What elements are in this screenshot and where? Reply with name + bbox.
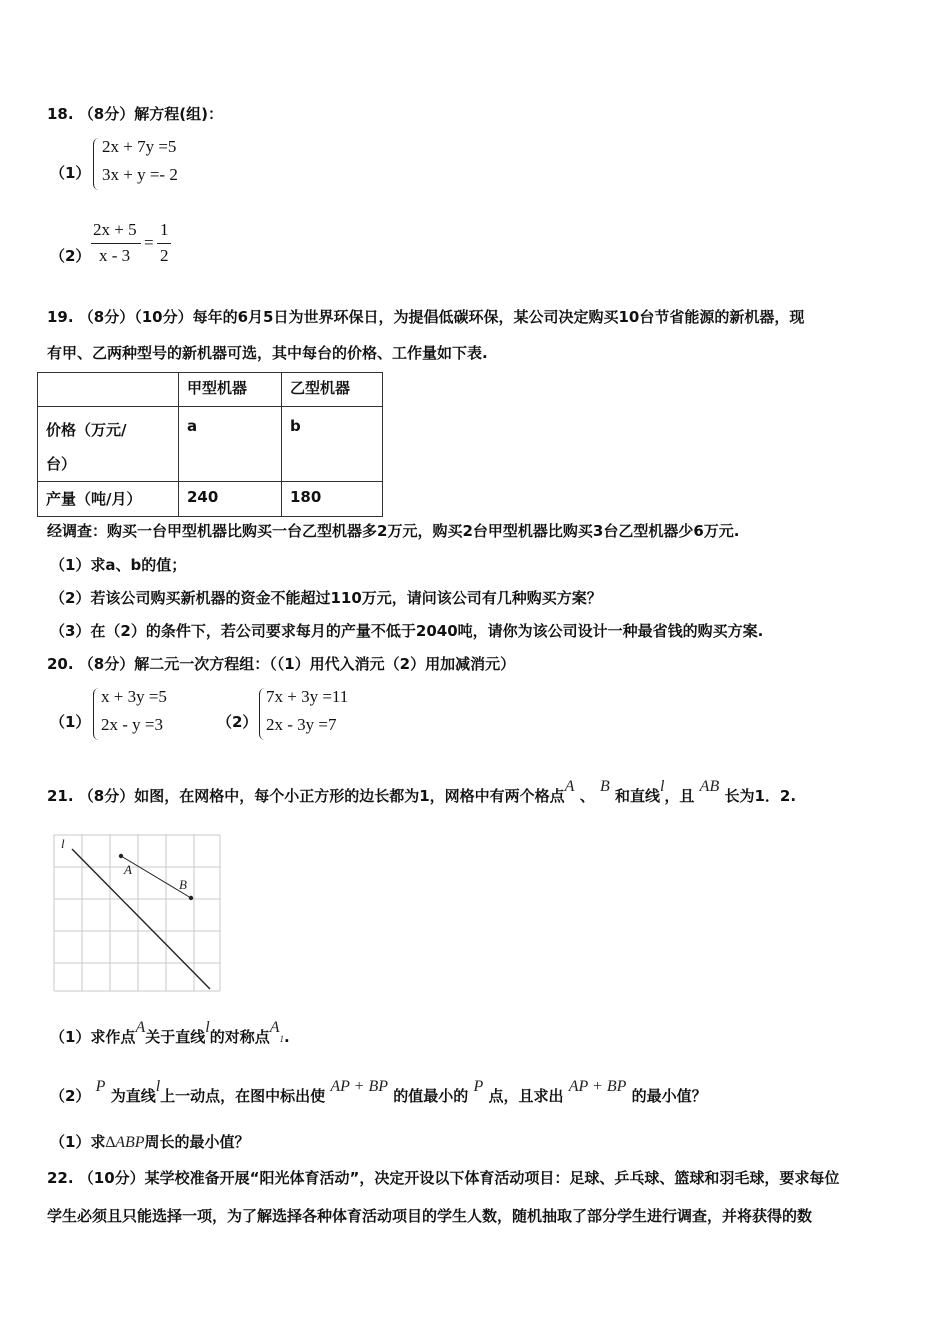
q21-sep: 、 <box>579 787 595 805</box>
col-header-a: 甲型机器 <box>179 373 282 407</box>
machine-table <box>37 372 383 517</box>
q18-equals: = <box>144 233 154 252</box>
q19-line1: 19. （8分）（10分）每年的6月5日为世界环保日，为提倡低碳环保，某公司决定购买10台节省能源的新机器，现 <box>47 308 805 326</box>
q18-part2-label: （2） <box>50 247 91 265</box>
q18-rhs-num: 1 <box>160 220 169 239</box>
q21-s3-text-b: 周长的最小值？ <box>144 1133 250 1151</box>
q21-s2-sym-l: l <box>155 1078 161 1095</box>
q21-s2-text-e: 点，且求出 <box>488 1087 564 1105</box>
q21-s1-subscript: 1 <box>279 1034 284 1044</box>
q19-survey: 经调查：购买一台甲型机器比购买一台乙型机器多2万元，购买2台甲型机器比购买3台乙型机器少6万元. <box>47 522 740 540</box>
q21-s2-text-d: 的值最小的 <box>393 1087 469 1105</box>
q20-part2-label: （2） <box>217 713 258 731</box>
q21-header <box>47 778 797 806</box>
q19-sub2: （2）若该公司购买新机器的资金不能超过110万元，请问该公司有几种购买方案？ <box>50 589 602 607</box>
col-header-b: 乙型机器 <box>282 373 383 407</box>
q19-line2: 有甲、乙两种型号的新机器可选，其中每台的价格、工作量如下表. <box>47 344 488 362</box>
q19-sub1: （1）求a、b的值； <box>50 556 187 574</box>
q21-s1-text-b: 关于直线 <box>145 1028 206 1046</box>
q20-p1-eq1: x + 3y =5 <box>101 687 167 706</box>
q21-and-ab: ，且 <box>664 787 695 805</box>
q21-sym-l: l <box>659 778 665 795</box>
point-a <box>119 854 123 858</box>
q21-header-text: 21. （8分）如图，在网格中，每个小正方形的边长都为1，网格中有两个格点 <box>47 787 565 805</box>
row-label-price-1: 价格（万元/ <box>46 421 127 439</box>
line-l <box>72 849 210 989</box>
q20-p2-eq1: 7x + 3y =11 <box>266 687 349 706</box>
q21-s2-text-f: 的最小值？ <box>631 1087 707 1105</box>
q21-len: 长为1．2. <box>724 787 797 805</box>
q21-s2-expr: AP + BP <box>330 1078 389 1095</box>
q21-s3-triangle: ∆ABP <box>105 1134 145 1151</box>
q21-s1-text-d: . <box>284 1028 290 1046</box>
q18-rhs-bar <box>157 243 171 244</box>
q18-header: 18. （8分）解方程(组)： <box>47 105 223 123</box>
grid-figure <box>52 833 222 993</box>
output-a: 240 <box>179 482 282 517</box>
label-b: B <box>179 877 187 892</box>
q18-frac-den: x - 3 <box>99 246 131 265</box>
q18-rhs-den: 2 <box>160 246 169 265</box>
q21-s3-text-a: （1）求 <box>50 1133 106 1151</box>
q20-header: 20. （8分）解二元一次方程组：（（1）用代入消元（2）用加减消元） <box>47 655 516 673</box>
point-b <box>189 896 193 900</box>
q19-sub3: （3）在（2）的条件下，若公司要求每月的产量不低于2040吨，请你为该公司设计一种最省钱的购买方案. <box>50 622 764 640</box>
q21-sym-a: A <box>564 778 575 795</box>
q21-s1-text-c: 的对称点 <box>209 1028 270 1046</box>
q21-and-line: 和直线 <box>614 787 660 805</box>
q18-frac-num: 2x + 5 <box>93 220 137 239</box>
q18-frac-bar <box>91 243 141 244</box>
q21-s1-sym-a: A <box>135 1019 146 1036</box>
row-label-output: 产量（吨/月） <box>38 482 179 517</box>
q21-sub2 <box>50 1078 707 1106</box>
q21-sub3 <box>50 1131 250 1152</box>
price-b: b <box>282 407 383 482</box>
table-corner <box>38 373 179 407</box>
q21-s1-sym-a1: A <box>269 1019 280 1036</box>
row-label-price-2: 台） <box>46 455 77 473</box>
q21-s2-text-c: 上一动点，在图中标出使 <box>160 1087 326 1105</box>
q20-part1-label: （1） <box>50 713 91 731</box>
row-label-price <box>38 407 179 482</box>
q18-part1-label: （1） <box>50 164 91 182</box>
q21-s1-text-a: （1）求作点 <box>50 1028 136 1046</box>
label-l: l <box>61 836 65 851</box>
output-b: 180 <box>282 482 383 517</box>
q20-p1-eq2: 2x - y =3 <box>101 715 163 734</box>
q21-sym-b: B <box>599 778 610 795</box>
q20-p2-eq2: 2x - 3y =7 <box>266 715 337 734</box>
q21-s2-sym-p2: P <box>473 1078 484 1095</box>
q21-s2-text-b: 为直线 <box>110 1087 156 1105</box>
price-a: a <box>179 407 282 482</box>
q18-eq2: 3x + y =- 2 <box>102 165 178 184</box>
label-a: A <box>124 862 132 877</box>
q18-eq1: 2x + 7y =5 <box>102 137 177 156</box>
q21-sym-ab: AB <box>699 778 720 795</box>
q22-line2: 学生必须且只能选择一项，为了解选择各种体育活动项目的学生人数，随机抽取了部分学生进行调查，并将获得的数 <box>47 1207 813 1225</box>
q21-s2-expr2: AP + BP <box>568 1078 627 1095</box>
q21-sub1 <box>50 1019 290 1047</box>
q21-s2-text-a: （2） <box>50 1087 91 1105</box>
q22-line1: 22. （10分）某学校准备开展“阳光体育活动”，决定开设以下体育活动项目：足球、乒乓球、篮球和羽毛球，要求每位 <box>47 1169 840 1187</box>
q21-s1-sym-l: l <box>205 1019 210 1036</box>
q18-brace <box>93 138 102 190</box>
q21-s2-sym-p: P <box>95 1078 106 1095</box>
